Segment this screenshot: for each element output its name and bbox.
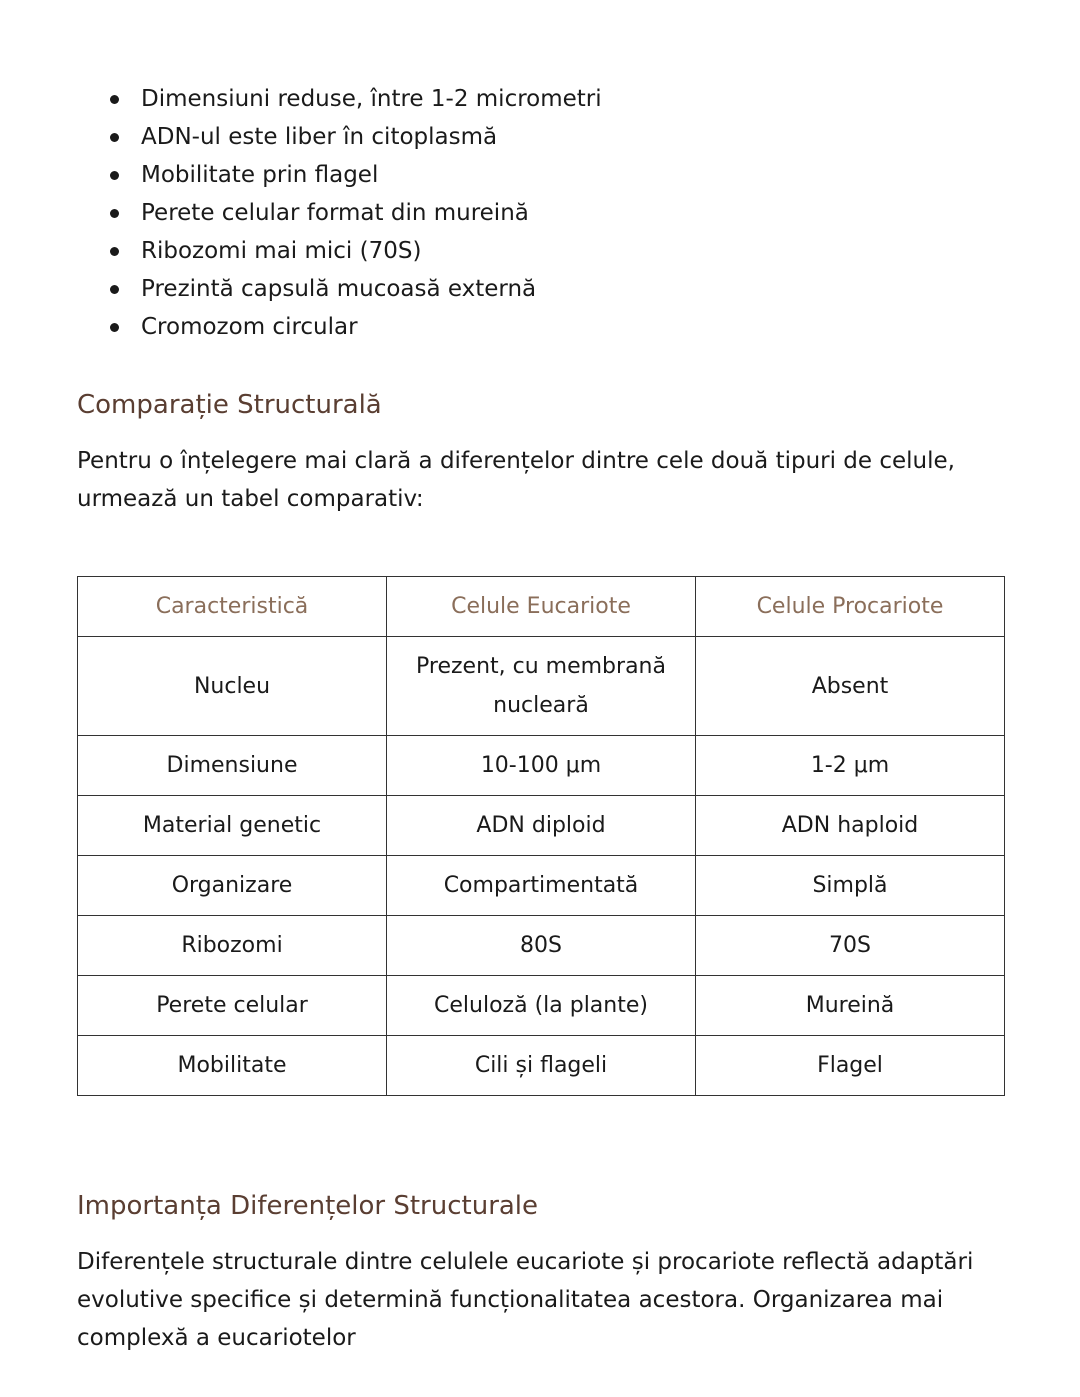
- table-cell: Celuloză (la plante): [387, 976, 696, 1036]
- importance-paragraph: Diferențele structurale dintre celulele eucariote și procariote reflectă adaptări evolutive specifice și determină funcționalitatea acestora. Organizarea mai complexă a eucariotelor: [77, 1249, 974, 1351]
- table-row: [78, 637, 1005, 736]
- table-cell: Perete celular: [78, 976, 387, 1036]
- list-item: Mobilitate prin flagel: [110, 156, 602, 194]
- bullet-icon: [110, 209, 119, 218]
- table-row: [78, 976, 1005, 1036]
- list-item: Perete celular format din mureină: [110, 194, 602, 232]
- table-row: [78, 736, 1005, 796]
- list-item: Ribozomi mai mici (70S): [110, 232, 602, 270]
- table-cell: ADN diploid: [387, 796, 696, 856]
- list-item: Dimensiuni reduse, între 1-2 micrometri: [110, 80, 602, 118]
- table-cell: ADN haploid: [696, 796, 1005, 856]
- table-cell: 70S: [696, 916, 1005, 976]
- table-cell: 10-100 μm: [387, 736, 696, 796]
- bullet-icon: [110, 95, 119, 104]
- bullet-icon: [110, 323, 119, 332]
- intro-paragraph: Pentru o înțelegere mai clară a diferențelor dintre cele două tipuri de celule, urmează un tabel comparativ:: [77, 448, 955, 512]
- table-cell: Compartimentată: [387, 856, 696, 916]
- table-cell: Flagel: [696, 1036, 1005, 1096]
- table-row: [78, 856, 1005, 916]
- table-cell: Mobilitate: [78, 1036, 387, 1096]
- table-cell: Mureină: [696, 976, 1005, 1036]
- list-item: Prezintă capsulă mucoasă externă: [110, 270, 602, 308]
- table-cell: 1-2 μm: [696, 736, 1005, 796]
- table-cell: Organizare: [78, 856, 387, 916]
- feature-list: [110, 80, 602, 346]
- column-header: Celule Procariote: [696, 577, 1005, 637]
- table-cell: Cili și flageli: [387, 1036, 696, 1096]
- bullet-icon: [110, 247, 119, 256]
- table-cell: Absent: [696, 637, 1005, 736]
- table-row: [78, 1036, 1005, 1096]
- table-cell: Simplă: [696, 856, 1005, 916]
- list-item: ADN-ul este liber în citoplasmă: [110, 118, 602, 156]
- table-row: [78, 796, 1005, 856]
- section-heading-comparison: Comparație Structurală: [77, 390, 382, 420]
- table-cell: Dimensiune: [78, 736, 387, 796]
- table-row: [78, 916, 1005, 976]
- comparison-table: [77, 576, 1005, 1096]
- column-header: Caracteristică: [78, 577, 387, 637]
- column-header: Celule Eucariote: [387, 577, 696, 637]
- table-cell: Prezent, cu membrană nucleară: [387, 637, 696, 736]
- list-item: Cromozom circular: [110, 308, 602, 346]
- bullet-icon: [110, 285, 119, 294]
- table-cell: Ribozomi: [78, 916, 387, 976]
- table-cell: 80S: [387, 916, 696, 976]
- table-cell: Material genetic: [78, 796, 387, 856]
- table-cell: Nucleu: [78, 637, 387, 736]
- bullet-icon: [110, 133, 119, 142]
- bullet-icon: [110, 171, 119, 180]
- section-heading-importance: Importanța Diferențelor Structurale: [77, 1191, 539, 1221]
- table-header-row: [78, 577, 1005, 637]
